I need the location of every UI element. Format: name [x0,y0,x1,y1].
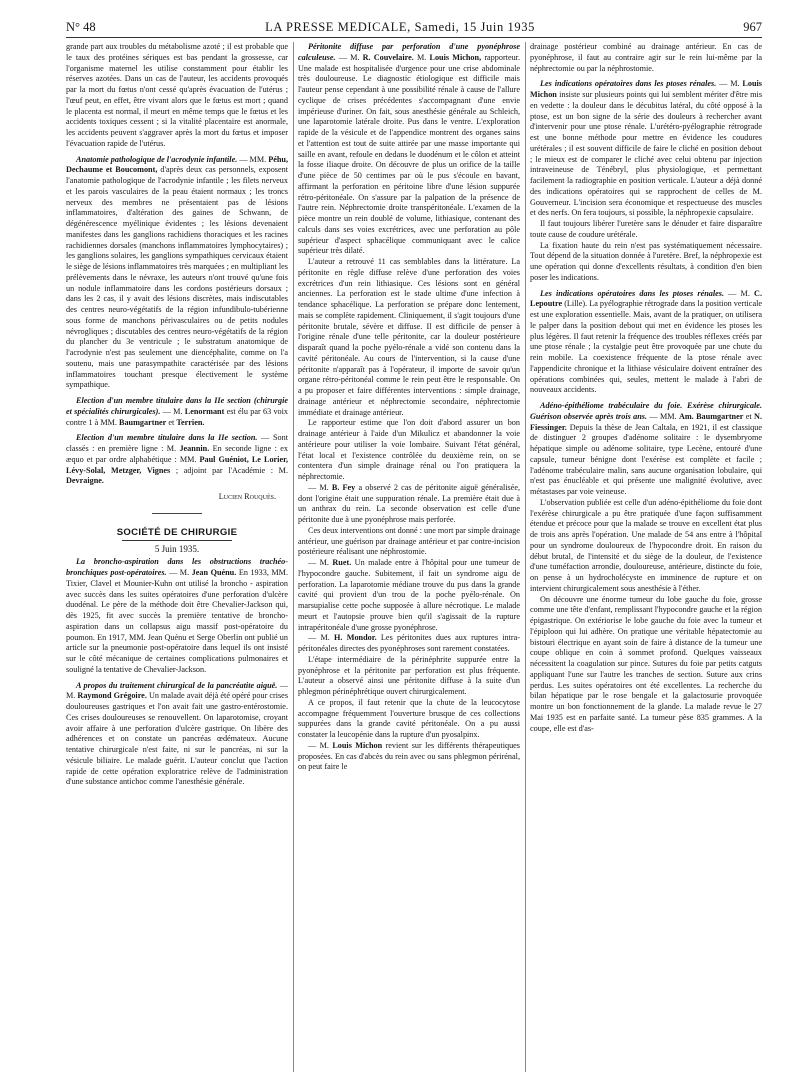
article-body: d'après deux cas personnels, exposent l'anatomie pathologique de l'acrodynie infantile ; les filets nerveux et les parois vasculaires de la peau étaient normaux ; les troncs nerveux des membres ne présentaient pas de lésions inflammatoires, d'altération des gaines de Schwann, de dégénérescence myélinique évidentes ; les lésions devenaient manifestes dans les ganglions rachidiens thoraciques et les racines rachidiennes dorsales (manchons inflammatoires lymphocytaires) ; les ganglions solaires, les ganglions sympathiques cervicaux étaient le siège de lésions inflammatoires très marquées ; en multipliant les prélèvements dans le névraxe, les auteurs n'ont trouvé qu'une fois un nodule inflammatoire dans les cordons postérieurs dorsaux ; dans les 2 cas, il y avait des lésions discrètes, mais indiscutables des centres neuro-végétatifs de la région infundibulo-tubérienne sous forme de manchons périvasculaires ou de petits nodules névrogliques ; discutables des centres neuro-végétatifs de la région du plancher du 3e ventricule ; le substratum anatomique de l'acrodynie n'est pas seulement une diencéphalite, comme on l'a soutenu, mais une parasympathite caractérisée par des lésions inflammatoires touchant presque électivement le système sympathique. [66,165,288,390]
paragraph: L'auteur a retrouvé 11 cas semblables dans la littérature. La péritonite en règle diffuse relève d'une perforation des voies excrétrices d'un rein lithiasique. Ces lésions sont en général anciennes. La perforation est le stade ultime d'une infection à tendance sphacélique. La perforation se prépare donc lentement, mais se complète rapidement. Cliniquement, il s'agit toujours d'une péritonite brutale, sévère et diffuse. Il est difficile de penser à l'origine rénale d'une telle péritonite, car la douleur postérieure disparaît quand la poche pyélo-rénale a vidé son contenu dans la cavité péritonéale. Au cours de l'intervention, si la cause d'une péritonite n'apparaît pas à l'opérateur, il importe de savoir qu'un organe rétro-péritonéal comme le rein peut être le responsable. On a pu proposer et faire différentes interventions : simple drainage, drainage antérieur et néphrectomie secondaire, néphrectomie immédiate et drainage antérieur. [298,257,520,417]
article-title: Anatomie pathologique de l'acrodynie infantile. [76,154,238,164]
article-pancreatite: A propos du traitement chirurgical de la pancréatite aiguë. — M. Raymond Grégoire. Un malade avait déjà été opéré pour crises douloureuses gastriques et l'on avait fait une gastro-entérostomie. Ces crises douloureuses se renouvellent. On laparotomise, croyant avoir affaire à une perforation d'ulcère gastrique. On libère des adhérences et on constate un pancréas œdémateux. Aucune tentative chirurgicale n'est faite, ni sur le pancréas, ni sur la vésicule biliaire. Le malade guérit. L'auteur conclut que l'action rapide de cette opération exploratrice relève de l'administration d'une substance antichoc comme l'anesthésie générale. [66,680,288,787]
article-title: Election d'un membre titulaire dans la IIe section. [76,433,258,443]
paragraph: On découvre une énorme tumeur du lobe gauche du foie, grosse comme une tête d'enfant, remplissant l'hypocondre gauche et la région épigastrique. On extériorise le lobe gauche du foie avec la tumeur et l'épiploon qui lui adhère. On pratique une véritable hépatectomie au bistouri électrique en ayant soin de faire à distance de la tumeur une coupe oblique en coin à sommet profond. Quelques vaisseaux nécessitent la coagulation sur pince. Sutures du foie par petits catguts appliquant l'une sur l'autre les tranches de section. Suture aux crins perdus. Les suites opératoires ont été excellentes. La recherche du bilan hépatique par le rose bengale et la galactosurie provoquée montre un bon fonctionnement de la glande. La malade revue le 27 Mai 1935 est en parfaite santé. La tumeur pèse 835 grammes. A la coupe, elle est d'as- [530,594,762,733]
issue-number: N° 48 [66,20,96,34]
discussion-ruet: — M. Ruet. Un malade entre à l'hôpital pour une tumeur de l'hypocondre gauche. Subitement, il fait un syndrome aigu de perforation. La laparotomie médiane trouve du pus dans la grande cavité qui provient d'un trou de la poche pyélo-rénale. On marsupialise cette poche supposée à allure nécrotique. Le malade meurt et l'autopsie prouve bien qu'il s'agissait de la rupture intrapéritonéale d'une grosse pyonéphrose. [298,558,520,632]
section-separator [152,513,202,514]
heading-underline [122,540,232,541]
article-title: A propos du traitement chirurgical de la pancréatite aiguë. [76,680,278,690]
article-title: La broncho-aspiration dans les obstructions trachéo-bronchiques post-opératoires. [66,557,288,577]
article-peritonite: Péritonite diffuse par perforation d'une pyonéphrose calculeuse. — M. R. Couvelaire. M. Louis Michon, rapporteur. Une malade est hospitalisée d'urgence pour une crise abdominale très douloureuse. Le diagnostic étiologique est difficile mais l'auteur pense cependant à une possibilité rénale à cause de l'allure cyclique de crises précédentes s'accompagnant d'une envie impérieuse d'uriner. On fait, sous anesthésie générale au Schleich, une laparotomie latérale droite. Pus dans le ventre. L'exploration rapide de la vésicule et de l'appendice montrent des organes sains et l'attention est tout de suite attirée par une masse importante qui saille en avant, refoule en dedans le duodénum et le côlon et atteint la fosse iliaque droite. On découvre de plus un orifice de la taille d'une pièce de 50 centimes par où le pus s'écoule en bavant, affirmant la perforation en péritoine libre d'une lésion suppurée rétro-péritonéale. On s'assure par la palpation de la présence de l'autre rein. Néphrectomie droite transpéritonéale. L'examen de la pièce montre un rein doublé de volume, lithiasique, contenant des calculs dans ses voies excrétrices, avec une perforation au pôle supérieur d'aspect sphacélique communiquant avec le calice supérieur très dilaté. [298,42,520,256]
article-title: Adéno-épithéliome trabéculaire du foie. Exérèse chirurgicale. Guérison observée après trois ans. [530,401,762,421]
paragraph: grande part aux troubles du métabolisme azoté ; il est probable que le taux des protéines sériques est bas pendant la grossesse, car l'organisme maternel les utilise constamment pour établir les réserves azotées. Dans un cas de l'auteur, les accidents provoqués par la mort du fœtus n'ont cessé qu'après évacuation de l'utérus ; l'œuf peut, en effet, être vivant alors que le fœtus est mort ; quand le placenta est normal, il meurt en même temps que le fœtus et les accidents toxiques cessent ; si la vitalité placentaire est anormale, les accidents peuvent s'aggraver après la mort du fœtus et imposer l'évacuation rapide de l'utérus. [66,42,288,148]
running-header [38,19,762,35]
article-broncho: La broncho-aspiration dans les obstructions trachéo-bronchiques post-opératoires. — M. Jean Quénu. En 1933, MM. Tixier, Clavel et Mounier-Kuhn ont utilisé la broncho - aspiration avec succès dans les suites opératoires d'une perforation d'ulcère duodénal. Le père de la méthode doit être Chevalier-Jackson qui, dès 1925, fit avec succès la première tentative de broncho-aspiration dans un collapsus aigu massif post-opératoire du poumon. En 1917, MM. Jean Quénu et Serge Oberlin ont publié un article sur la pneumonie post-opératoire dans lequel ils ont insisté sur le côté mécanique de certaines complications pulmonaires et souligné la tentative de Chevalier-Jackson. [66,557,288,674]
column-middle [298,42,520,1077]
article-adeno: Adéno-épithéliome trabéculaire du foie. Exérèse chirurgicale. Guérison observée après trois ans. — MM. Am. Baumgartner et N. Fiessinger. Depuis la thèse de Jean Caltala, en 1921, il est classique de distinguer 2 groupes d'adénome solitaire : le dysembryome hépatique simple ou adénome solitaire, type Lecène, entouré d'une capsule, tumeur bénigne dont l'exérèse est complète et facile ; l'adénome trabéculaire malin, sans aucune organisation lobulaire, qui n'est pas énucléable et qui présente une malignité évolutive, avec métastases par voie veineuse. [530,401,762,496]
paragraph: L'étape intermédiaire de la périnéphrite suppurée entre la pyonéphrose et la péritonite par perforation est plus fréquente. L'auteur a observé ainsi une péritonite diffuse à la suite d'un phlegmon périnéphrétique ouvert chirurgicalement. [298,654,520,696]
society-heading: SOCIÉTÉ DE CHIRURGIE [116,526,238,538]
paragraph: L'observation publiée est celle d'un adéno-épithéliome du foie dont l'exérèse chirurgicale a pu être pratiquée d'une façon suffisamment étendue et précoce pour que la malade se trouve en excellent état plus de trois ans après l'opération. Une malade de 54 ans entre à l'hôpital pour un syndrome douloureux de l'hypocondre droit. En raison du début brutal, de l'intensité et du siège de la douleur, de l'existence d'une tuméfaction arrondie, douloureuse, antérieure, distincte du foie, on pense à un hydrocholécyste en imminence de rupture et on intervient chirurgicalement sous anesthésie à l'éther. [530,497,762,593]
header-rule [66,37,762,38]
column-divider [525,42,526,1072]
page-number: 967 [743,20,762,34]
paragraph: Ces deux interventions ont donné : une mort par simple drainage antérieur, une guérison par drainage antérieur et par contre-incision postérieure réalisant une néphrostomie. [298,525,520,557]
article-title: Election d'un membre titulaire dans la IIe section (chirurgie et spécialités chirurgicales). [66,396,288,416]
discussion-mondor: — M. H. Mondor. Les péritonites dues aux ruptures intra-péritonéales directes des pyonéphroses sont rarement constatées. [298,633,520,653]
paragraph: Il faut toujours libérer l'uretère sans le dénuder et faire disparaître toute cause de coudure urétérale. [530,219,762,239]
discussion-fey: — M. B. Fey a observé 2 cas de péritonite aiguë généralisée, dont l'origine était une suppuration rénale. La première était due à un anthrax du rein. La seconde observation est celle d'une péritonite due à une pyonéphrose mais perforée. [298,482,520,524]
column-right [530,42,762,1077]
session-date: 5 Juin 1935. [154,543,200,554]
column-divider [293,42,294,1072]
article-ptose-michon: Les indications opératoires dans les ptoses rénales. — M. Louis Michon insiste sur plusieurs points qui lui semblent mériter d'être mis en vedette : la douleur dans le décubitus latéral, du côté opposé à la ptose, est un bon signe de la série des douleurs à rechercher avant d'intervenir pour une ptose rénale. L'urétéro-pyélographie rétrograde est une bonne méthode pour mettre en évidence les coudures urétérales ; il est souvent difficile de faire le cliché en position debout ; le mieux est de comparer le cliché avec celui obtenu par injection intraveineuse de Ténébryl, plus physiologique, et permettant facilement la radiographie en position verticale. L'auteur a déjà donné des indications opératoires qui se rapprochent de celles de M. Gouverneur. L'incision sera économique et respectueuse des muscles et des nerfs. On fera toujours, si possible, la néphropexie capsulaire. [530,79,762,218]
article-title: Péritonite diffuse par perforation d'une pyonéphrose calculeuse. [298,42,520,62]
signature: Lucien Rouquès. [218,492,276,501]
journal-title: LA PRESSE MEDICALE, Samedi, 15 Juin 1935 [265,20,535,34]
paragraph: A ce propos, il faut retenir que la chute de la leucocytose accompagne fréquemment l'ouverture brusque de ces collections suppurées dans la grande cavité péritonéale. On a pu aussi constater la leucopénie dans la rupture d'un pyosalpinx. [298,697,520,739]
article-authors: Péhu, Dechaume et Boucomont, [66,154,288,175]
article-title: Les indications opératoires dans les ptoses rénales. [540,288,725,298]
article-election-1: Election d'un membre titulaire dans la IIe section (chirurgie et spécialités chirurgicales). — M. Lenormant est élu par 63 voix contre 1 à MM. Baumgartner et Terrien. [66,396,288,427]
article-election-2: Election d'un membre titulaire dans la IIe section. — Sont classés : en première ligne : M. Jeannin. En seconde ligne : ex æquo et par ordre alphabétique : MM. Paul Guéniot, Le Lorier, Lévy-Solal, Metzger, Vignes ; adjoint par l'Académie : M. Devraigne. [66,433,288,486]
article-ptose-lepoutre: Les indications opératoires dans les ptoses rénales. — M. C. Lepoutre (Lille). La pyélographie rétrograde dans la position verticale est une exploration essentielle. Mais, avant de la pratiquer, on utilisera le palper dans la position debout qui met en évidence les ptoses les plus légères. Il faut retenir la fréquence des troubles réflexes créés par une ptose rénale ; la cystalgie peut être provoquée par une chute du rein mobile. La coexistence fréquente de la ptose rénale avec l'appendicite chronique et la lithiase vésiculaire doivent entraîner des opérations combinées qui, seules, mettent le malade à l'abri de nouveaux accidents. [530,288,762,395]
paragraph: La fixation haute du rein n'est pas systématiquement nécessaire. Tout dépend de la situation donnée à l'uretère. Bref, la néphropexie est une opération qui donne d'excellents résultats, à condition d'en bien poser les indications. [530,240,762,282]
article-title: Les indications opératoires dans les ptoses rénales. [540,79,717,89]
article-acrodynie: Anatomie pathologique de l'acrodynie infantile. — MM. Péhu, Dechaume et Boucomont, d'après deux cas personnels, exposent l'anatomie pathologique de l'acrodynie infantile ; les filets nerveux et les parois vasculaires de la peau étaient normaux ; les troncs nerveux des membres ne présentaient pas de lésions inflammatoires, d'altération des gaines de Schwann, de dégénérescence myélinique évidentes ; les lésions devenaient manifestes dans les ganglions rachidiens thoraciques et les racines rachidiennes dorsales (manchons inflammatoires lymphocytaires) ; les ganglions solaires, les ganglions sympathiques cervicaux étaient le siège de lésions inflammatoires très marquées ; en multipliant les prélèvements dans le névraxe, les auteurs n'ont trouvé qu'une fois un nodule inflammatoire dans les cordons postérieurs dorsaux ; dans les 2 cas, il y avait des lésions discrètes, mais indiscutables des centres neuro-végétatifs de la région infundibulo-tubérienne sous forme de manchons périvasculaires ou de petits nodules névrogliques ; discutables des centres neuro-végétatifs de la région du plancher du 3e ventricule ; le substratum anatomique de l'acrodynie n'est pas seulement une diencéphalite, comme on l'a soutenu, mais une parasympathite caractérisée par des lésions inflammatoires touchant presque électivement le système sympathique. [66,154,288,390]
paragraph: Le rapporteur estime que l'on doit d'abord assurer un bon drainage antérieur à l'aide d'un Mikulicz et abandonner la voie antérieure pour utiliser la voie lombaire. Suivant l'état général, l'état local et l'existence contrôlée du deuxième rein, on se contentera d'un simple drainage rénal ou l'on pratiquera la néphrectomie. [298,418,520,481]
discussion-michon: — M. Louis Michon revient sur les différents thérapeutiques proposées. En cas d'abcès du rein avec ou sans phlegmon périrénal, on peut faire le [298,740,520,772]
paragraph: drainage postérieur combiné au drainage antérieur. En cas de pyonéphrose, il faut au contraire agir sur le rein lui-même par la néphrectomie ou par la néphrostomie. [530,42,762,73]
column-left [66,42,288,1077]
